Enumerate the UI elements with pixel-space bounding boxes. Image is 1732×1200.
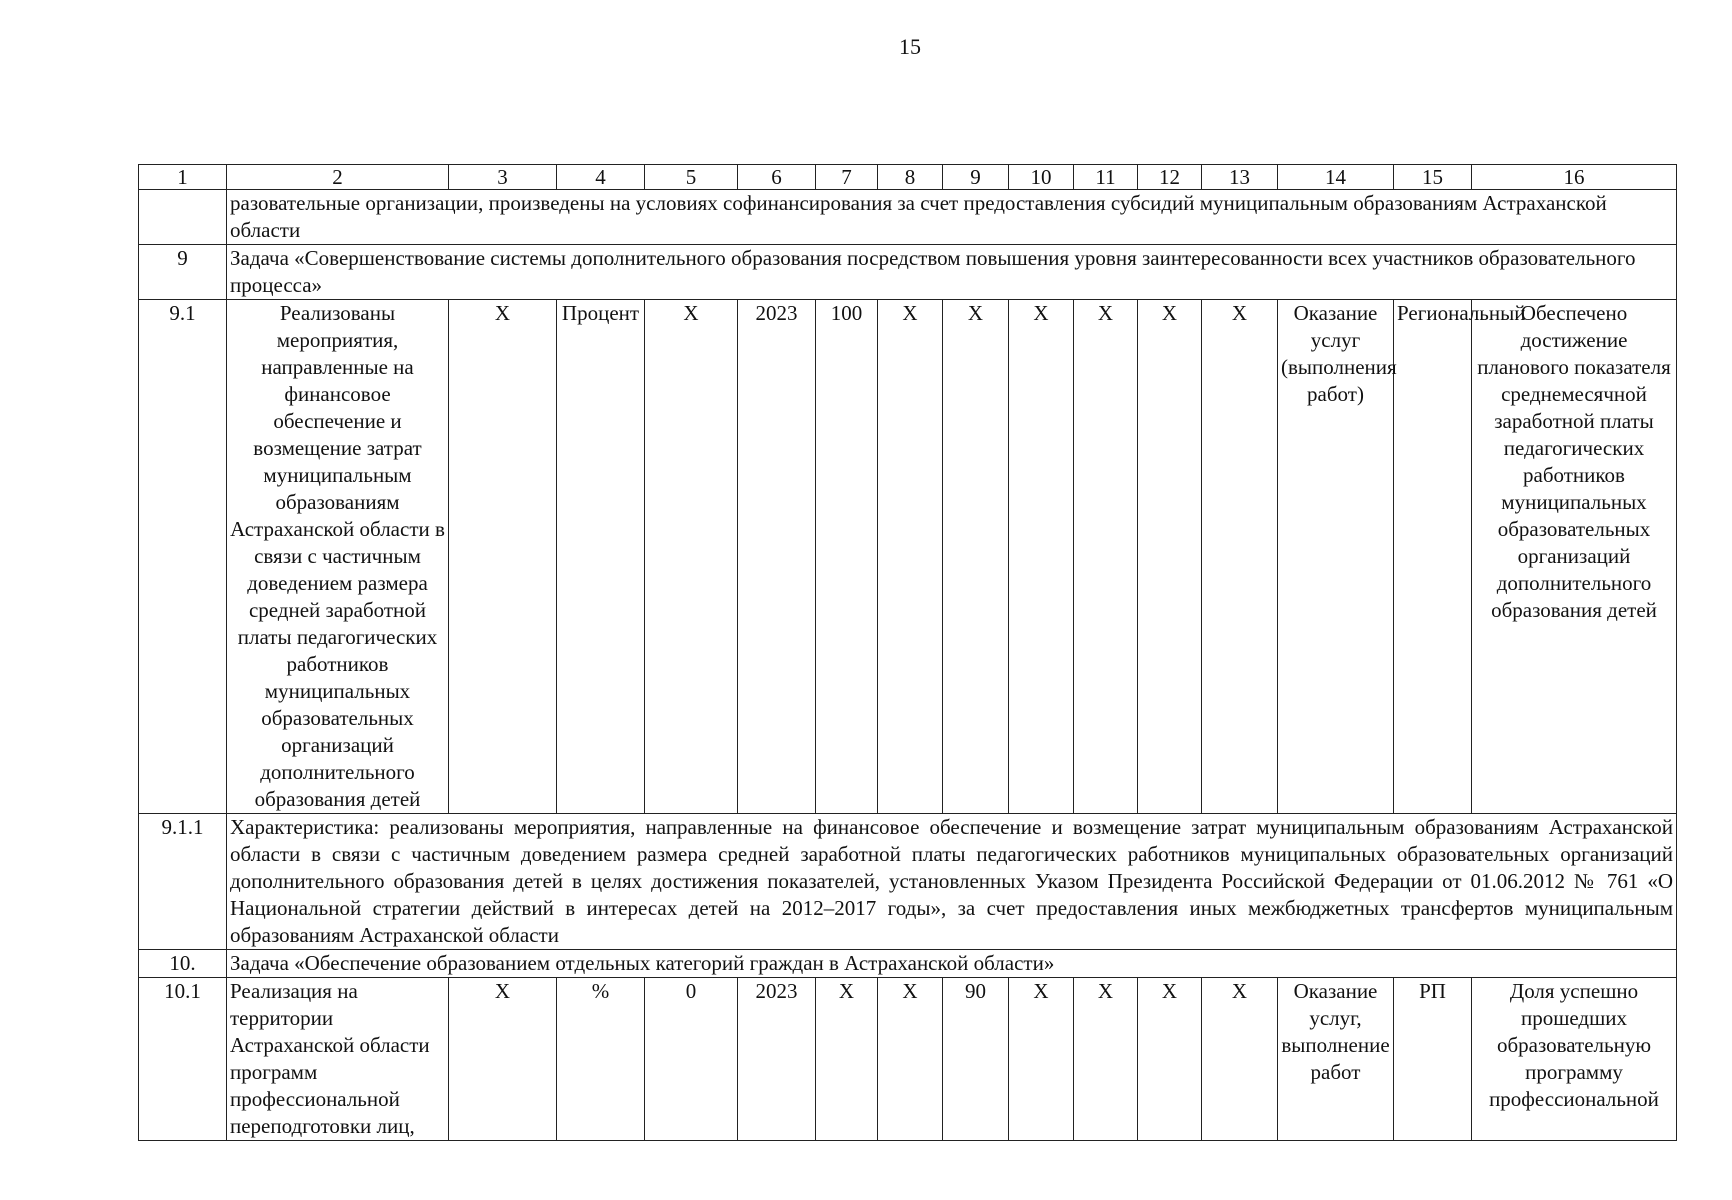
- column-number: 6: [738, 165, 816, 190]
- cell-col-8: Х: [878, 300, 943, 814]
- cell-col-11: Х: [1074, 300, 1138, 814]
- cell-col-3: Х: [449, 978, 557, 1141]
- cell-col-7: Х: [816, 978, 878, 1141]
- cell-col-11: Х: [1074, 978, 1138, 1141]
- cell-level: Региональный: [1394, 300, 1472, 814]
- row-number: [139, 190, 227, 245]
- cell-col-9: Х: [943, 300, 1009, 814]
- table-row-10-1: [139, 978, 1677, 1141]
- cell-type: Оказание услуг, выполнение работ: [1278, 978, 1394, 1141]
- column-number: 16: [1472, 165, 1677, 190]
- column-number: 12: [1138, 165, 1202, 190]
- column-number: 14: [1278, 165, 1394, 190]
- cell-col-10: Х: [1009, 300, 1074, 814]
- row-number: 10.: [139, 950, 227, 978]
- task-text: Задача «Совершенствование системы дополнительного образования посредством повышения уровня заинтересованности всех участников образовательного процесса»: [227, 245, 1677, 300]
- cell-col-12: Х: [1138, 300, 1202, 814]
- column-number: 10: [1009, 165, 1074, 190]
- cell-level: РП: [1394, 978, 1472, 1141]
- cell-col-13: Х: [1202, 300, 1278, 814]
- cell-col-7: 100: [816, 300, 878, 814]
- cell-unit: %: [557, 978, 645, 1141]
- column-number: 8: [878, 165, 943, 190]
- column-number: 11: [1074, 165, 1138, 190]
- column-number-header-row: [139, 165, 1677, 190]
- cell-col-9: 90: [943, 978, 1009, 1141]
- program-table: [138, 164, 1677, 1141]
- row-number: 9.1: [139, 300, 227, 814]
- cell-result: Обеспечено достижение планового показателя среднемесячной заработной платы педагогических работников муниципальных образовательных организаций дополнительного образования детей: [1472, 300, 1677, 814]
- cell-col-3: Х: [449, 300, 557, 814]
- row-number: 9: [139, 245, 227, 300]
- cell-col-12: Х: [1138, 978, 1202, 1141]
- column-number: 15: [1394, 165, 1472, 190]
- measure-description: Реализация на территории Астраханской области программ профессиональной переподготовки лиц,: [227, 978, 449, 1141]
- column-number: 9: [943, 165, 1009, 190]
- cell-col-8: Х: [878, 978, 943, 1141]
- page-number: 15: [899, 34, 921, 59]
- cell-result: Доля успешно прошедших образовательную программу профессиональной: [1472, 978, 1677, 1141]
- cell-year: 2023: [738, 300, 816, 814]
- characteristic-text: Характеристика: реализованы мероприятия, направленные на финансовое обеспечение и возмещение затрат муниципальным образованиям Астраханской области в связи с частичным доведением размера средней заработной платы педагогических работников муниципальных образовательных организаций дополнительного образования детей в целях достижения показателей, установленных Указом Президента Российской Федерации от 01.06.2012 № 761 «О Национальной стратегии действий в интересах детей на 2012–2017 годы», за счет предоставления иных межбюджетных трансфертов муниципальным образованиям Астраханской области: [227, 814, 1677, 950]
- cell-col-5: 0: [645, 978, 738, 1141]
- task-text: Задача «Обеспечение образованием отдельных категорий граждан в Астраханской области»: [227, 950, 1677, 978]
- column-number: 4: [557, 165, 645, 190]
- table-row-9-1: [139, 300, 1677, 814]
- cell-col-10: Х: [1009, 978, 1074, 1141]
- cell-type: Оказание услуг (выполнения работ): [1278, 300, 1394, 814]
- column-number: 1: [139, 165, 227, 190]
- table-row-continuation: [139, 190, 1677, 245]
- cell-col-5: Х: [645, 300, 738, 814]
- measure-description: Реализованы мероприятия, направленные на финансовое обеспечение и возмещение затрат муниципальным образованиям Астраханской области в связи с частичным доведением размера средней заработной платы педагогических работников муниципальных образовательных организаций дополнительного образования детей: [227, 300, 449, 814]
- continuation-text: разовательные организации, произведены на условиях софинансирования за счет предоставления субсидий муниципальным образованиям Астраханской области: [227, 190, 1677, 245]
- row-number: 9.1.1: [139, 814, 227, 950]
- column-number: 7: [816, 165, 878, 190]
- column-number: 2: [227, 165, 449, 190]
- cell-unit: Процент: [557, 300, 645, 814]
- column-number: 5: [645, 165, 738, 190]
- table-row-9-1-1: [139, 814, 1677, 950]
- row-number: 10.1: [139, 978, 227, 1141]
- column-number: 13: [1202, 165, 1278, 190]
- table-row-task-9: [139, 245, 1677, 300]
- table-row-task-10: [139, 950, 1677, 978]
- column-number: 3: [449, 165, 557, 190]
- cell-year: 2023: [738, 978, 816, 1141]
- cell-col-13: Х: [1202, 978, 1278, 1141]
